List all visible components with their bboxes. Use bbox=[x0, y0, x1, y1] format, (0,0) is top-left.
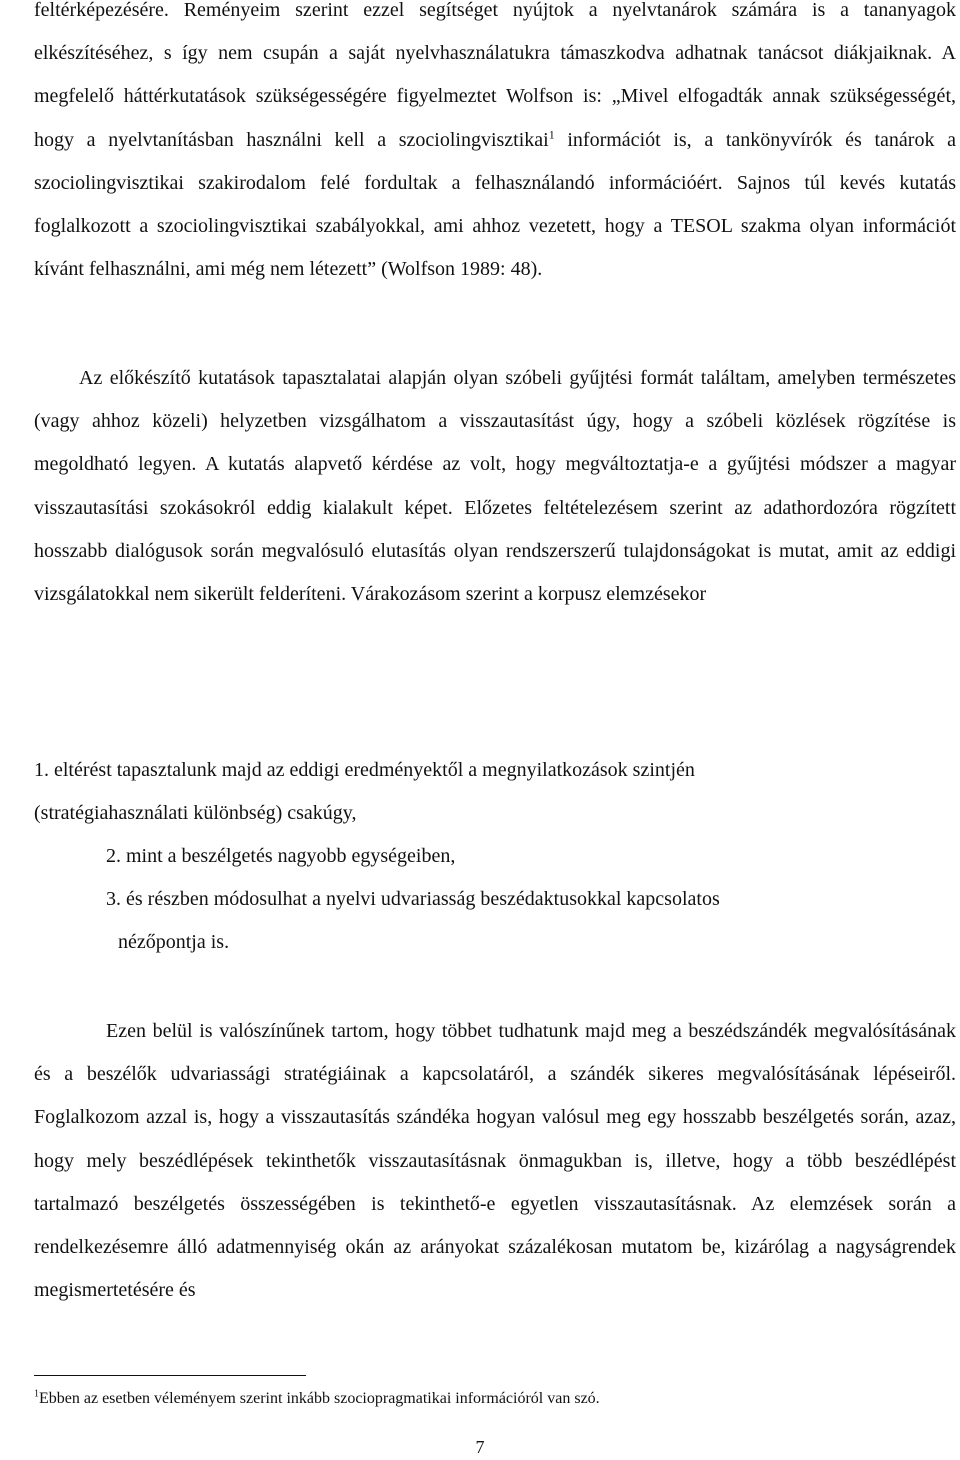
paragraph-1-text-a: feltérképezésére. Reményeim szerint ezzel segítséget nyújtok a nyelvtanárok számára is a tananyagok elkészítéséhez, s így nem csupán a saját nyelvhasználatukra támaszkodva adhatnak tanácsot diákjaiknak. A megfelelő háttérkutatások szükségességére figyelmeztet Wolfson is: „Mivel elfogadták annak szükségességét, hogy a nyelvtanításban használni kell a szociolingvisztikai bbox=[34, 0, 956, 151]
footnote-marker: 1 bbox=[34, 1388, 39, 1400]
footnote-text: Ebben az esetben véleményem szerint inkább szociopragmatikai információról van szó. bbox=[39, 1390, 600, 1407]
list-item-3-line-2: nézőpontja is. bbox=[118, 931, 230, 953]
list-item-1-line-2: (stratégiahasználati különbség) csakúgy, bbox=[34, 802, 357, 824]
footnote-reference: 1 bbox=[548, 126, 555, 141]
page-number: 7 bbox=[475, 1437, 485, 1457]
paragraph-1-text-b: információt is, a tankönyvírók és tanárok a szociolingvisztikai szakirodalom felé fordultak a felhasználandó információért. Sajnos túl kevés kutatás foglalkozott a szociolingvisztikai szabályokkal, ami ahhoz vezetett, hogy a TESOL szakma olyan információt kívánt felhasználni, ami még nem létezett” (Wolfson 1989: 48). bbox=[34, 128, 956, 281]
list-item-1-line-1: 1. eltérést tapasztalunk majd az eddigi eredményektől a megnyilatkozások szintjén bbox=[34, 759, 695, 781]
footnote-separator bbox=[34, 1375, 306, 1376]
paragraph-1 bbox=[34, 0, 956, 291]
paragraph-2: Az előkészítő kutatások tapasztalatai alapján olyan szóbeli gyűjtési formát találtam, amelyben természetes (vagy ahhoz közeli) helyzetben vizsgálhatom a visszautasítást úgy, hogy a szóbeli közlések rögzítése is megoldható legyen. A kutatás alapvető kérdése az volt, hogy megváltoztatja-e a gyűjtési módszer a magyar visszautasítási szokásokról eddig kialakult képet. Előzetes feltételezésem szerint az adathordozóra rögzített hosszabb dialógusok során megvalósuló elutasítás olyan rendszerszerű tulajdonságokat is mutat, amit az eddigi vizsgálatokkal nem sikerült felderíteni. Várakozásom szerint a korpusz elemzésekor bbox=[34, 367, 956, 606]
list-item-3-line-1: 3. és részben módosulhat a nyelvi udvariasság beszédaktusokkal kapcsolatos bbox=[106, 888, 720, 910]
list-item-2: 2. mint a beszélgetés nagyobb egységeiben, bbox=[106, 845, 456, 867]
footnote bbox=[34, 1388, 934, 1410]
paragraph-3: Ezen belül is valószínűnek tartom, hogy többet tudhatunk majd meg a beszédszándék megvalósításának és a beszélők udvariassági stratégiáinak a kapcsolatáról, a szándék sikeres megvalósításának lépéseiről. Foglalkozom azzal is, hogy a visszautasítás szándéka hogyan valósul meg egy hosszabb beszélgetés során, azaz, hogy mely beszédlépések tekinthetők visszautasításnak önmagukban is, illetve, hogy a több beszédlépést tartalmazó beszélgetés összességében is tekinthető-e egyetlen visszautasításnak. Az elemzések során a rendelkezésemre álló adatmennyiség okán az arányokat százalékosan mutatom be, kizárólag a nagyságrendek megismertetésére és bbox=[34, 1020, 956, 1302]
